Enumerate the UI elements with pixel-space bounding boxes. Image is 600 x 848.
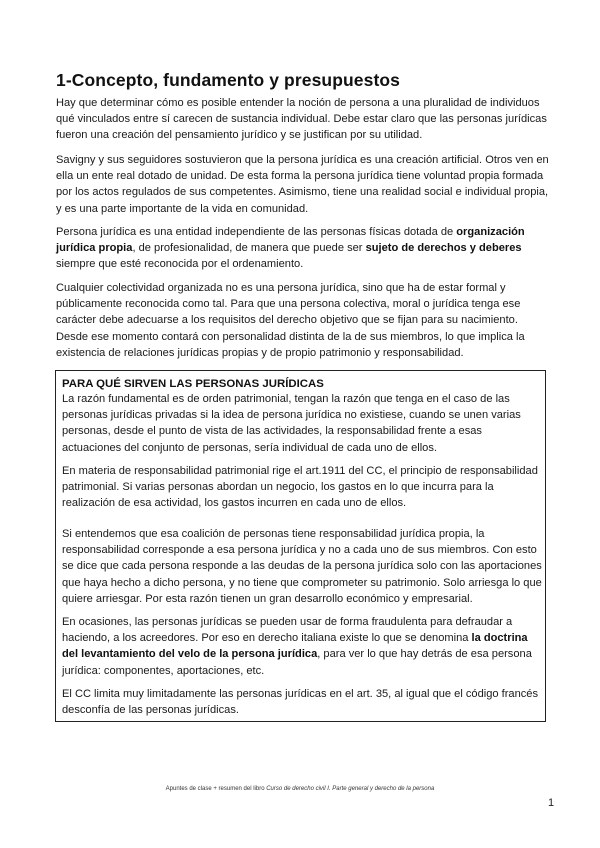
box-paragraph: En materia de responsabilidad patrimonial rige el art.1911 del CC, el principio de responsabilidad patrimonial. Si varias personas abordan un negocio, los gastos en lo que incurra para la realización de esa actividad, los gastos incurren en cada uno de ellos. xyxy=(62,465,538,510)
paragraph-intro: Hay que determinar cómo es posible entender la noción de persona a una pluralidad de individuos qué vinculados entre sí carecen de sustancia individual. Debe estar claro que las personas jurídicas fueron una creación del pensamiento jurídico y se justifican por su utilidad. xyxy=(56,97,547,142)
text-span: siempre que esté reconocida por el ordenamiento. xyxy=(56,258,304,271)
text-span: , de profesionalidad, de manera que puede ser xyxy=(132,242,366,255)
box-paragraph: El CC limita muy limitadamente las personas jurídicas en el art. 35, al igual que el código francés desconfía de las personas jurídicas. xyxy=(62,688,539,717)
page-title: 1-Concepto, fundamento y presupuestos xyxy=(56,70,401,90)
box-paragraph xyxy=(62,614,542,679)
paragraph-savigny: Savigny y sus seguidores sostuvieron que la persona jurídica es una creación artificial. Otros ven en ella un ente real dotado de unidad. De esta forma la persona jurídica tiene voluntad propia formada por los actos regulados de sus competentes. Asimismo, tiene una realidad social e individual propia, y es una parte importante de la vida en comunidad. xyxy=(56,154,549,215)
bold-term: organización jurídica propia xyxy=(56,226,525,255)
text-span: , para ver lo que hay detrás de esa persona jurídica: componentes, aportaciones, etc. xyxy=(62,648,532,677)
box-paragraph: Si entendemos que esa coalición de personas tiene responsabilidad jurídica propia, la responsabilidad corresponde a esa persona jurídica y no a cada uno de sus miembros. Con esto se dice que cada persona responde a las deudas de la persona jurídica solo con las aportaciones que haya hecho a dicho persona, y no tiene que comprometer su patrimonio. Solo arriesga lo que quiere arriesgar. Por esta razón tienen un gran desarrollo económico y empresarial. xyxy=(62,528,542,605)
paragraph-recognition: Cualquier colectividad organizada no es una persona jurídica, sino que ha de estar formal y públicamente reconocida como tal. Para que una persona colectiva, moral o jurídica tenga ese carácter debe adecuarse a los requisitos del derecho objetivo que se fijan para su nacimiento. Desde ese momento contará con personalidad distinta de la de sus miembros, lo que implica la existencia de relaciones jurídicas propias y de propio patrimonio y responsabilidad. xyxy=(56,282,525,359)
info-box xyxy=(55,370,546,722)
bold-term: la doctrina del levantamiento del velo de la persona jurídica xyxy=(62,632,528,661)
box-paragraph: La razón fundamental es de orden patrimonial, tengan la razón que tenga en el caso de las personas jurídicas privadas si la idea de persona jurídica no existiese, cuando se unen varias personas, desde el punto de vista de las actividades, la responsabilidad frente a esas actuaciones del conjunto de personas, sería individual de cada uno de ellos. xyxy=(62,393,521,454)
text-span: En ocasiones, las personas jurídicas se pueden usar de forma fraudulenta para defraudar a haciendo, a los acreedores. Por eso en derecho italiana existe lo que se denomina xyxy=(62,616,513,645)
paragraph-definition xyxy=(56,224,551,273)
box-heading: PARA QUÉ SIRVEN LAS PERSONAS JURÍDICAS xyxy=(62,378,324,390)
footer-book-title: Curso de derecho civil I. Parte general y derecho de la persona xyxy=(266,786,435,792)
page-number: 1 xyxy=(548,797,555,809)
bold-term: sujeto de derechos y deberes xyxy=(365,242,522,255)
text-span: Persona jurídica es una entidad independiente de las personas físicas dotada de xyxy=(56,226,457,238)
footer-text: Apuntes de clase + resumen del libro xyxy=(165,786,267,792)
page-footer xyxy=(0,786,600,792)
